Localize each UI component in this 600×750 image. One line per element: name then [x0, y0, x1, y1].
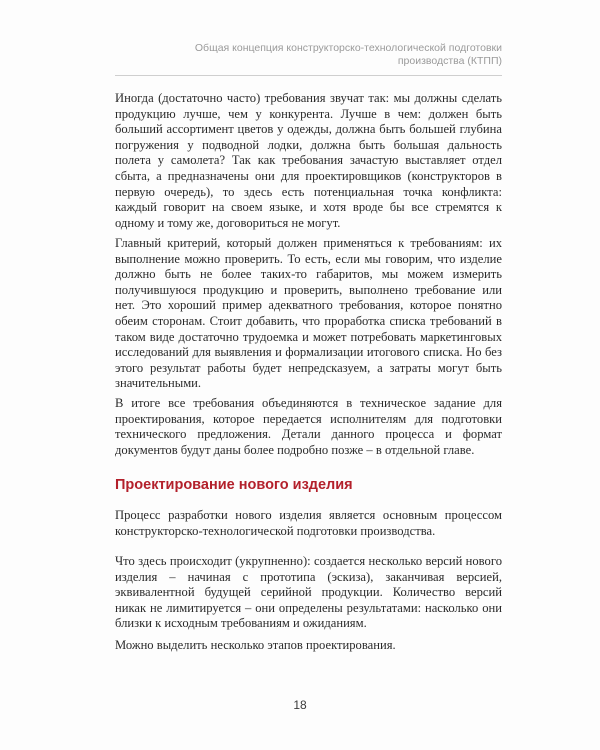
page-number: 18 — [293, 698, 307, 712]
paragraph-technical-task: В итоге все требования объединяются в техническое задание для проектирования, которое передается исполнителям для подготовки технического предложения. Детали данного процесса и формат документов будут даны более подробно позже – в отдельной главе. — [115, 396, 502, 457]
paragraph-versions: Что здесь происходит (укрупненно): создается несколько версий нового изделия – начиная с прототипа (эскиза), заканчивая версией, эквивалентной будущей серийной продукции. Количество версий никак не лимитируется – они определены результатами: насколько они близки к исходным требованиям и ожиданиям. — [115, 554, 502, 631]
paragraph-stages: Можно выделить несколько этапов проектирования. — [115, 638, 396, 652]
running-header: Общая концепция конструкторско-технологической подготовки производства (КТПП) — [194, 42, 502, 67]
header-divider — [115, 75, 502, 76]
section-heading: Проектирование нового изделия — [115, 477, 353, 493]
paragraph-design-process: Процесс разработки нового изделия является основным процессом конструкторско-технологической подготовки производства. — [115, 508, 502, 538]
paragraph-main-criterion: Главный критерий, который должен применяться к требованиям: их выполнение можно проверить. То есть, если мы говорим, что изделие должно быть не более таких-то габаритов, мы можем измерить получившуюся продукцию и проверить, выполнено требование или нет. Это хороший пример адекватного требования, которое понятно обеим сторонам. Стоит добавить, что проработка списка требований в таком виде достаточно трудоемка и может потребовать маркетинговых исследований для выявления и формализации итогового списка. Но без этого результат работы будет непредсказуем, а затраты могут быть значительными. — [115, 236, 502, 391]
paragraph-requirements-intro: Иногда (достаточно часто) требования звучат так: мы должны сделать продукцию лучше, чем у конкурента. Лучше в чем: должен быть больший ассортимент цветов у одежды, должна быть большей глубина погружения у подводной лодки, должна быть большая дальность полета у самолета? Так как требования зачастую выставляет отдел сбыта, а предназначены они для проектировщиков (конструкторов в первую очередь), то здесь есть потенциальная точка конфликта: каждый говорит на своем языке, и хотя вроде бы все стремятся к одному и тому же, договориться не могут. — [115, 91, 502, 230]
